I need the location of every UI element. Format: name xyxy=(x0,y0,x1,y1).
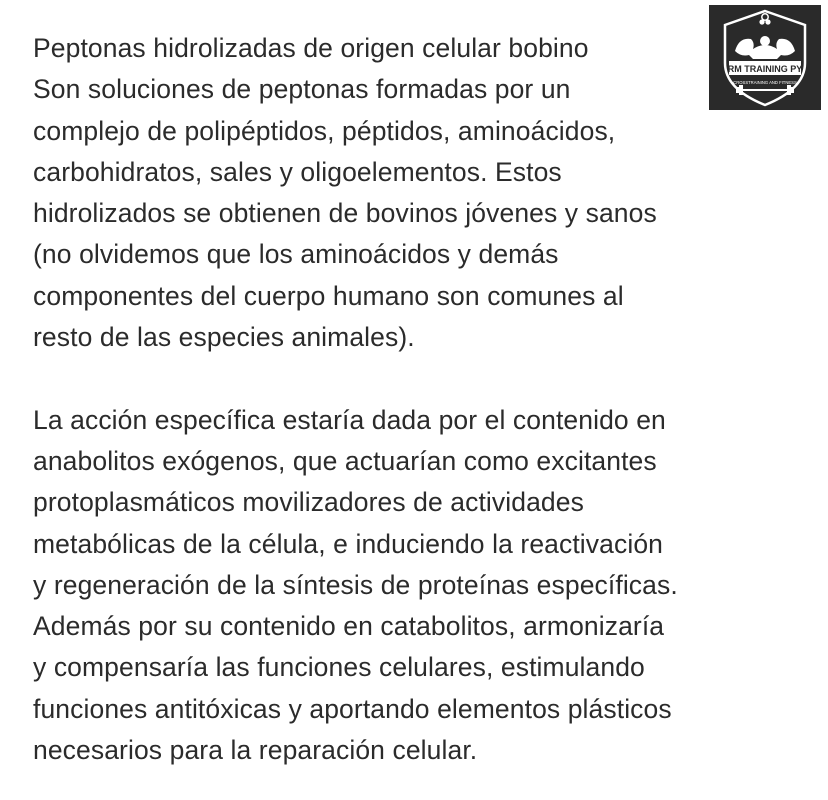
paragraph-1-line: resto de las especies animales). xyxy=(33,322,415,353)
paragraph-spacer xyxy=(33,358,803,399)
paragraph-1-line: complejo de polipéptidos, péptidos, aminoácidos, xyxy=(33,115,616,146)
paragraph-1-line: carbohidratos, sales y oligoelementos. Estos xyxy=(33,156,562,187)
paragraph-2-line: y compensaría las funciones celulares, estimulando xyxy=(33,652,645,683)
paragraph-1-line: (no olvidemos que los aminoácidos y demás xyxy=(33,239,559,270)
logo-name: RM TRAINING PY xyxy=(727,64,803,74)
paragraph-2-line: funciones antitóxicas y aportando elementos plásticos xyxy=(33,693,672,724)
paragraph-2-line: protoplasmáticos movilizadores de actividades xyxy=(33,487,584,518)
paragraph-2-line: metabólicas de la célula, e induciendo la reactivación xyxy=(33,528,663,559)
article-text xyxy=(33,28,803,771)
paragraph-1-line: componentes del cuerpo humano son comunes al xyxy=(33,280,624,311)
paragraph-2-line: necesarios para la reparación celular. xyxy=(33,735,478,766)
paragraph-2-line: Además por su contenido en catabolitos, armonizaría xyxy=(33,611,665,642)
paragraph-1-line: hidrolizados se obtienen de bovinos jóvenes y sanos xyxy=(33,198,657,229)
paragraph-2-line: y regeneración de la síntesis de proteínas específicas. xyxy=(33,569,678,600)
paragraph-2-line: La acción específica estaría dada por el contenido en xyxy=(33,404,666,435)
shield-logo-icon xyxy=(709,5,821,110)
paragraph-1-line: Peptonas hidrolizadas de origen celular bobino xyxy=(33,33,589,63)
paragraph-2-line: anabolitos exógenos, que actuarían como excitantes xyxy=(33,445,657,476)
brand-logo xyxy=(709,5,821,110)
logo-tagline: CROSSTRAINING AND FITNESS xyxy=(733,80,797,85)
paragraph-1-line: Son soluciones de peptonas formadas por un xyxy=(33,74,571,105)
